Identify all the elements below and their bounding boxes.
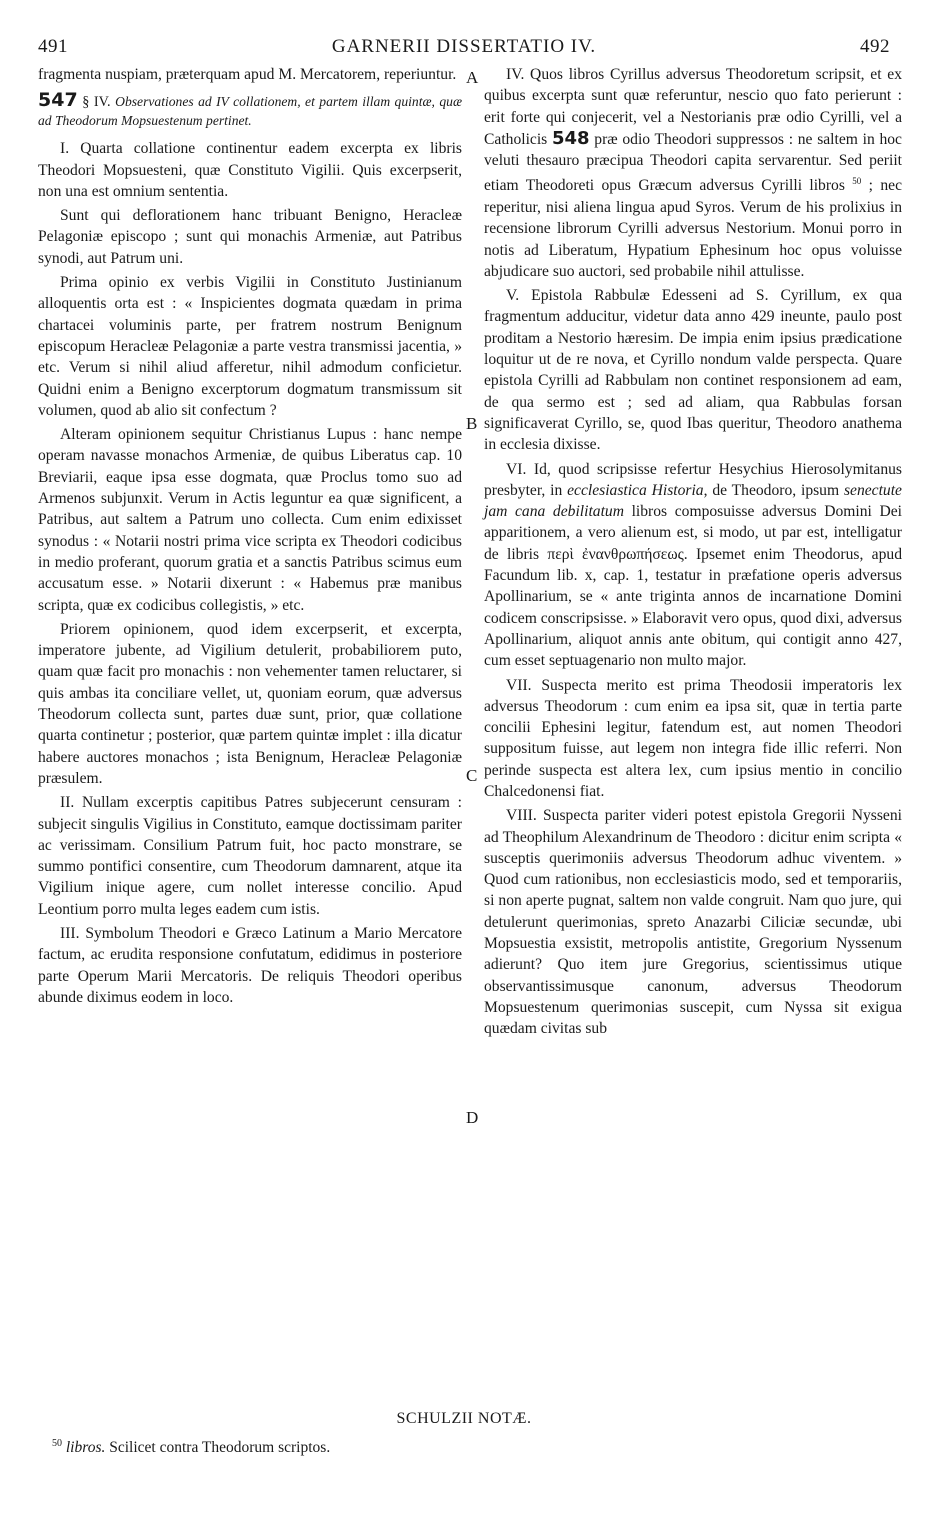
section-number: 547 xyxy=(38,89,78,112)
paragraph: VII. Suspecta merito est prima Theodosii imperatoris lex adversus Theodorum : cum enim ea ipsa sit, quæ in tertia parte concilii Ephesini legitur, fatendum est, aut nomen Theodori suppositum fuisse, aut legem non integra fide illic referri. Non perinde suspecta est altera lex, cum ipsius mentio in concilio Chalcedonensi fiat. xyxy=(484,676,902,800)
section-label: § IV. xyxy=(82,94,111,111)
paragraph: Prima opinio ex verbis Vigilii in Constituto Justinianum alloquentis orta est : « Inspicientes dogmata quædam in prima chartacei voluminis parte, per fratrem nostrum Benignum episcopum Heracleæ Pelagoniæ a parte vestra transmissi jacentia, » etc. Verum si nihil aliud afferetur, nihil admodum conficietur. Quidni enim a Benigno excerptorum dogmatum transmissum sit volumen, quod ab alio sit confectum ? xyxy=(38,274,462,419)
page-number-left: 491 xyxy=(38,36,68,57)
paragraph: Sunt qui deflorationem hanc tribuant Benigno, Heracleæ Pelagoniæ episcopo ; sunt qui monachis Armeniæ, aut Patribus synodi, aut Patrum uni. xyxy=(38,207,462,267)
margin-letter-c: C xyxy=(466,766,478,785)
text-run: VI. Id, quod scripsisse refertur Hesychius Hierosolymitanus presbyter, in xyxy=(484,460,902,499)
margin-letter-d: D xyxy=(466,1108,479,1127)
paragraph xyxy=(484,459,902,672)
paragraph: II. Nullam excerptis capitibus Patres subjecerunt censuram : subjecit singulis Vigilius in Constituto, eamque doctissimam pariter ac verissimam. Consilium Patrum fuit, hoc pacto monstrare, se summo pontifici consentire, cum Theodorum damnarent, atque ita Vigilium inique agere, cum nollet interesse concilio. Apud Leontium porro multa leges eadem cum istis. xyxy=(38,794,462,918)
paragraph: III. Symbolum Theodori e Græco Latinum a Mario Mercatore factum, ac erudita responsione confutatum, edidimus in posteriore parte Operum Marii Mercatoris. De reliquis Theodori operibus abunde diximus eodem in loco. xyxy=(38,924,462,1006)
footnote-lemma: libros. xyxy=(65,1439,106,1457)
section-title: Observationes ad IV collationem, et partem illam quintæ, quæ ad Theodorum Mopsuestenum pertinet. xyxy=(38,94,463,128)
paragraph: V. Epistola Rabbulæ Edesseni ad S. Cyrillum, ex qua fragmentum adducitur, videtur data anno 429 ineunte, paulo post proditam a Nestorio hæresim. De impia enim ipsius prædicatione loquitur ut de re nova, et Cyrillo nondum valde perspecta. Quare epistola Cyrilli ad Rabbulam non continet responsionem ad eam, de qua sermo est ; sed ad aliam, qua Rabbulas forsan significaverat Cyrillo, se, quod Ibas queritur, Theodoro anathema in ecclesia dixisse. xyxy=(484,287,902,454)
left-column xyxy=(38,64,462,1011)
paragraph xyxy=(484,64,902,282)
margin-letter-a: A xyxy=(466,68,479,87)
text-run: . Ipsemet enim Theodorus, apud Facundum lib. x, cap. 1, testatur in præfatione operis adversus Apollinarium, se « ante triginta annos de incarnatione Domini codicem conscripsisse. » Elaboravit vero opus, quod dixi, adversus Apollinarium, aliquot annis ante obitum, qui contigit anno 427, cum esset septuagenario non multo major. xyxy=(484,545,902,670)
right-column xyxy=(484,64,902,1043)
text-run: IV. Quos libros Cyrillus adversus Theodoretum scripsit, et ex quibus excerpta sunt quæ referuntur, nescio quo fato perierunt : erit forte qui conjecerit, vel a Nestorianis præ odio Cyrilli, vel a Catholicis xyxy=(484,66,902,148)
section-number: 548 xyxy=(551,127,590,149)
text-run: ; nec reperitur, nisi aliena lingua apud Syros. Verum de his prolixius in recensione librorum Cyrilli adversus Nestorium. Monui porro in notis ad Liberatum, Hypatium Ephesinum hoc opus voluisse abjudicare suo auctori, sed probabile nihil attulisse. xyxy=(484,177,903,280)
notes-title: SCHULZII NOTÆ. xyxy=(396,1410,532,1427)
italic-run: ecclesiastica Historia xyxy=(567,481,704,499)
paragraph: VIII. Suspecta pariter videri potest epistola Gregorii Nysseni ad Theophilum Alexandrinum de Theodoro : dicitur enim scripta « susceptis querimoniis adversus Theodorum adhuc viventem. » Quod cum rationibus, non ecclesiasticis modo, sed et temporariis, si non aperte pugnat, saltem non valde congruit. Nam quo jure, qui detulerunt querimonias, spreto Anazarbi Ciliciæ secundæ, ubi Mopsuestia exsistit, metropolis antistite, Gregorium Nyssenum adierunt? Quo item jure Gregorius, scientissimus utique observantissimusque canonum, adversus Theodorum Mopsuestenum querimonias suscepit, cum Nyssa sit exigua quædam civitas sub xyxy=(484,807,902,1038)
footnote xyxy=(52,1438,330,1457)
greek-run: περὶ ἐνανθρωπήσεως xyxy=(547,545,684,563)
text-run: libros composuisse adversus Domini Dei apparitionem, a vero alienum est, si modo, ut par est, intelligatur de libris xyxy=(484,503,902,563)
paragraph: I. Quarta collatione continentur eadem excerpta ex libris Theodori Mopsuesteni, quæ Constituto Vigilii. Quis excerpserit, non una est omnium sententia. xyxy=(38,140,462,200)
section-heading xyxy=(38,89,463,130)
running-title: GARNERII DISSERTATIO IV. xyxy=(331,36,597,57)
paragraph: Priorem opinionem, quod idem excerpserit, et excerpta, imperatore jubente, ad Vigilium detulerit, probabiliorem puto, quam quæ facit pro monachis : non vehementer tamen reluctarer, si quis ambas ita conciliare vellet, ut, quoniam eorum, quæ adversus Theodorum collecta sunt, partes duæ sunt, prior, quæ collatione quarta continetur ; posterior, quæ partem quintæ implet : illa dicatur habere auctores monachos ; ista Benignum, Heracleæ Pelagoniæ præsulem. xyxy=(38,620,462,787)
text-run: præ odio Theodori suppressos : ne saltem in hoc veluti thesauro præcipua Theodori capita servarentur. Sed periit etiam Theodoreti opus Græcum adversus Cyrilli libros xyxy=(484,130,902,195)
text-run: , de Theodoro, ipsum xyxy=(703,481,840,499)
page-number-right: 492 xyxy=(860,36,890,57)
margin-letter-b: B xyxy=(466,414,478,433)
running-header xyxy=(38,36,890,58)
footnote-number: 50 xyxy=(52,1438,62,1449)
italic-run: senectute jam cana debilitatum xyxy=(484,481,902,521)
footnote-ref: 50 xyxy=(852,176,862,187)
paragraph: Alteram opinionem sequitur Christianus Lupus : hanc nempe operam navasse monachos Armeniæ, de quibus Liberatus cap. 10 Breviarii, eaque ipsa esse dogmata, quæ Proclus tomo suo ad Armenos subjunxit. Verum in Actis leguntur ea quæ significent, a Patribus, aut saltem a Patrum uno collecta. Cum enim edixisset synodus : « Notarii nostri prima vice scripta ex Theodori codicibus in medio proferant, quorum gratia et a sanctis Patribus scimus eum accusatum esse. » Notarii dixerunt : « Habemus præ manibus scripta, quæ ex codicibus collegistis, » etc. xyxy=(38,426,462,614)
footnote-text: Scilicet contra Theodorum scriptos. xyxy=(109,1439,331,1457)
paragraph: fragmenta nuspiam, præterquam apud M. Mercatorem, reperiuntur. xyxy=(38,66,457,83)
